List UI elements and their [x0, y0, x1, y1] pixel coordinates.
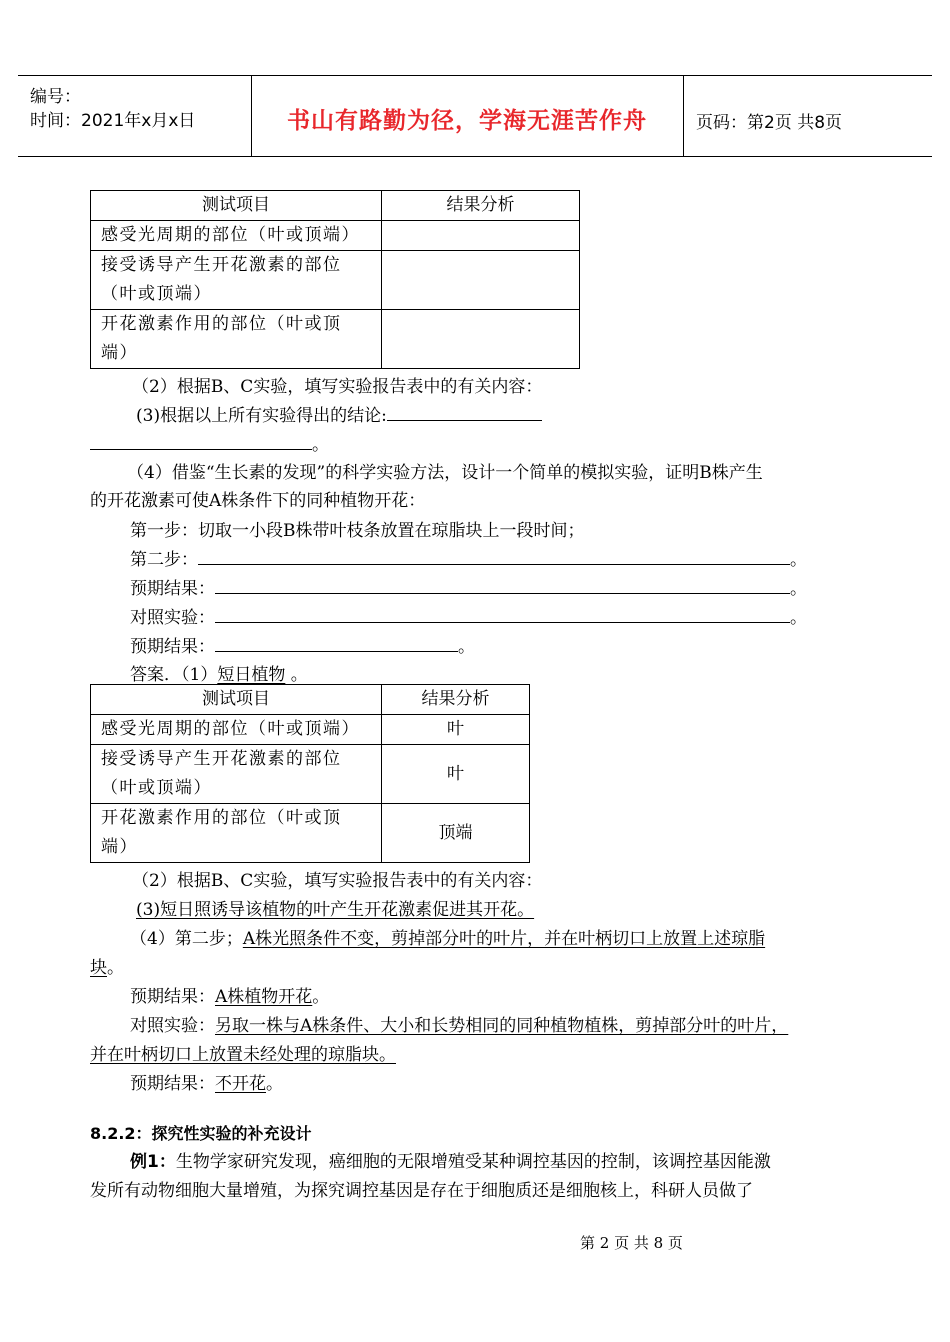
- header-motto-cell: [251, 76, 684, 156]
- table2-row3-result: 顶端: [382, 804, 530, 863]
- answer-4-line1: （4）第二步；A株光照条件不变，剪掉部分叶的叶片，并在叶柄切口上放置上述琼脂: [130, 929, 766, 949]
- table1-row3-result: [382, 310, 580, 369]
- page-header: [18, 75, 932, 157]
- table1-header-result: 结果分析: [382, 191, 580, 221]
- table1-row1-result: [382, 221, 580, 251]
- table2-header-item: 测试项目: [91, 685, 382, 715]
- q4-line1: （4）借鉴“生长素的发现”的科学实验方法，设计一个简单的模拟实验，证明B株产生: [127, 463, 763, 483]
- table1-row3-item: 开花激素作用的部位（叶或顶 端）: [91, 310, 382, 369]
- table2-row3-item: 开花激素作用的部位（叶或顶 端）: [91, 804, 382, 863]
- answer-2: （2）根据B、C实验，填写实验报告表中的有关内容：: [132, 871, 543, 891]
- header-meta-cell: [18, 76, 252, 156]
- example-line2: 发所有动物细胞大量增殖，为探究调控基因是存在于细胞质还是细胞核上，科研人员做了: [90, 1181, 753, 1201]
- motto: 书山有路勤为径，学海无涯苦作舟: [287, 108, 647, 134]
- number-label: 编号：: [30, 87, 81, 107]
- answer-4-line2: 块。: [90, 958, 124, 978]
- answer-control-line1: 对照实验：另取一株与A株条件、大小和长势相同的同种植物植株，剪掉部分叶的叶片，: [130, 1016, 789, 1036]
- table2-row1-item: 感受光周期的部位（叶或顶端）: [91, 715, 382, 745]
- table-row: [91, 745, 530, 804]
- q3-line: (3)根据以上所有实验得出的结论:: [136, 401, 542, 426]
- expected-line: 预期结果： 。: [130, 574, 807, 599]
- q3-blank-line: 。: [90, 430, 329, 455]
- test-table-blank: [90, 190, 580, 369]
- answer-control-line2: 并在叶柄切口上放置未经处理的琼脂块。: [90, 1045, 396, 1065]
- expected-line-2: 预期结果： 。: [130, 632, 475, 657]
- table-row: [91, 715, 530, 745]
- table2-header-result: 结果分析: [382, 685, 530, 715]
- answer-intro: 答案．（1）短日植物 。: [130, 665, 308, 685]
- footer-page: 第 2 页 共 8 页: [580, 1234, 683, 1252]
- table1-row1-item: 感受光周期的部位（叶或顶端）: [91, 221, 382, 251]
- table2-row2-result: 叶: [382, 745, 530, 804]
- table-row: [91, 221, 580, 251]
- answer-3: (3)短日照诱导该植物的叶产生开花激素促进其开花。: [136, 900, 535, 920]
- page-label: 页码：第2页 共8页: [696, 113, 843, 133]
- table-row: [91, 251, 580, 310]
- q2-text: （2）根据B、C实验，填写实验报告表中的有关内容：: [132, 377, 543, 397]
- table1-header-item: 测试项目: [91, 191, 382, 221]
- table2-row1-result: 叶: [382, 715, 530, 745]
- step2-line: 第二步： 。: [130, 545, 807, 570]
- section-title: 8.2.2：探究性实验的补充设计: [90, 1124, 312, 1143]
- table1-row2-result: [382, 251, 580, 310]
- control-line: 对照实验： 。: [130, 603, 807, 628]
- example-line1: 例1：生物学家研究发现，癌细胞的无限增殖受某种调控基因的控制，该调控基因能激: [130, 1152, 771, 1172]
- table-row: [91, 310, 580, 369]
- table-row: [91, 804, 530, 863]
- answer-expected-2: 预期结果：不开花。: [130, 1074, 283, 1094]
- table2-row2-item: 接受诱导产生开花激素的部位 （叶或顶端）: [91, 745, 382, 804]
- q4-line2: 的开花激素可使A株条件下的同种植物开花：: [90, 491, 426, 511]
- test-table-answer: [90, 684, 530, 863]
- table1-row2-item: 接受诱导产生开花激素的部位 （叶或顶端）: [91, 251, 382, 310]
- time-label: 时间：2021年x月x日: [30, 111, 196, 131]
- answer-expected-1: 预期结果：A株植物开花。: [130, 987, 330, 1007]
- step1-text: 第一步：切取一小段B株带叶枝条放置在琼脂块上一段时间；: [130, 521, 585, 541]
